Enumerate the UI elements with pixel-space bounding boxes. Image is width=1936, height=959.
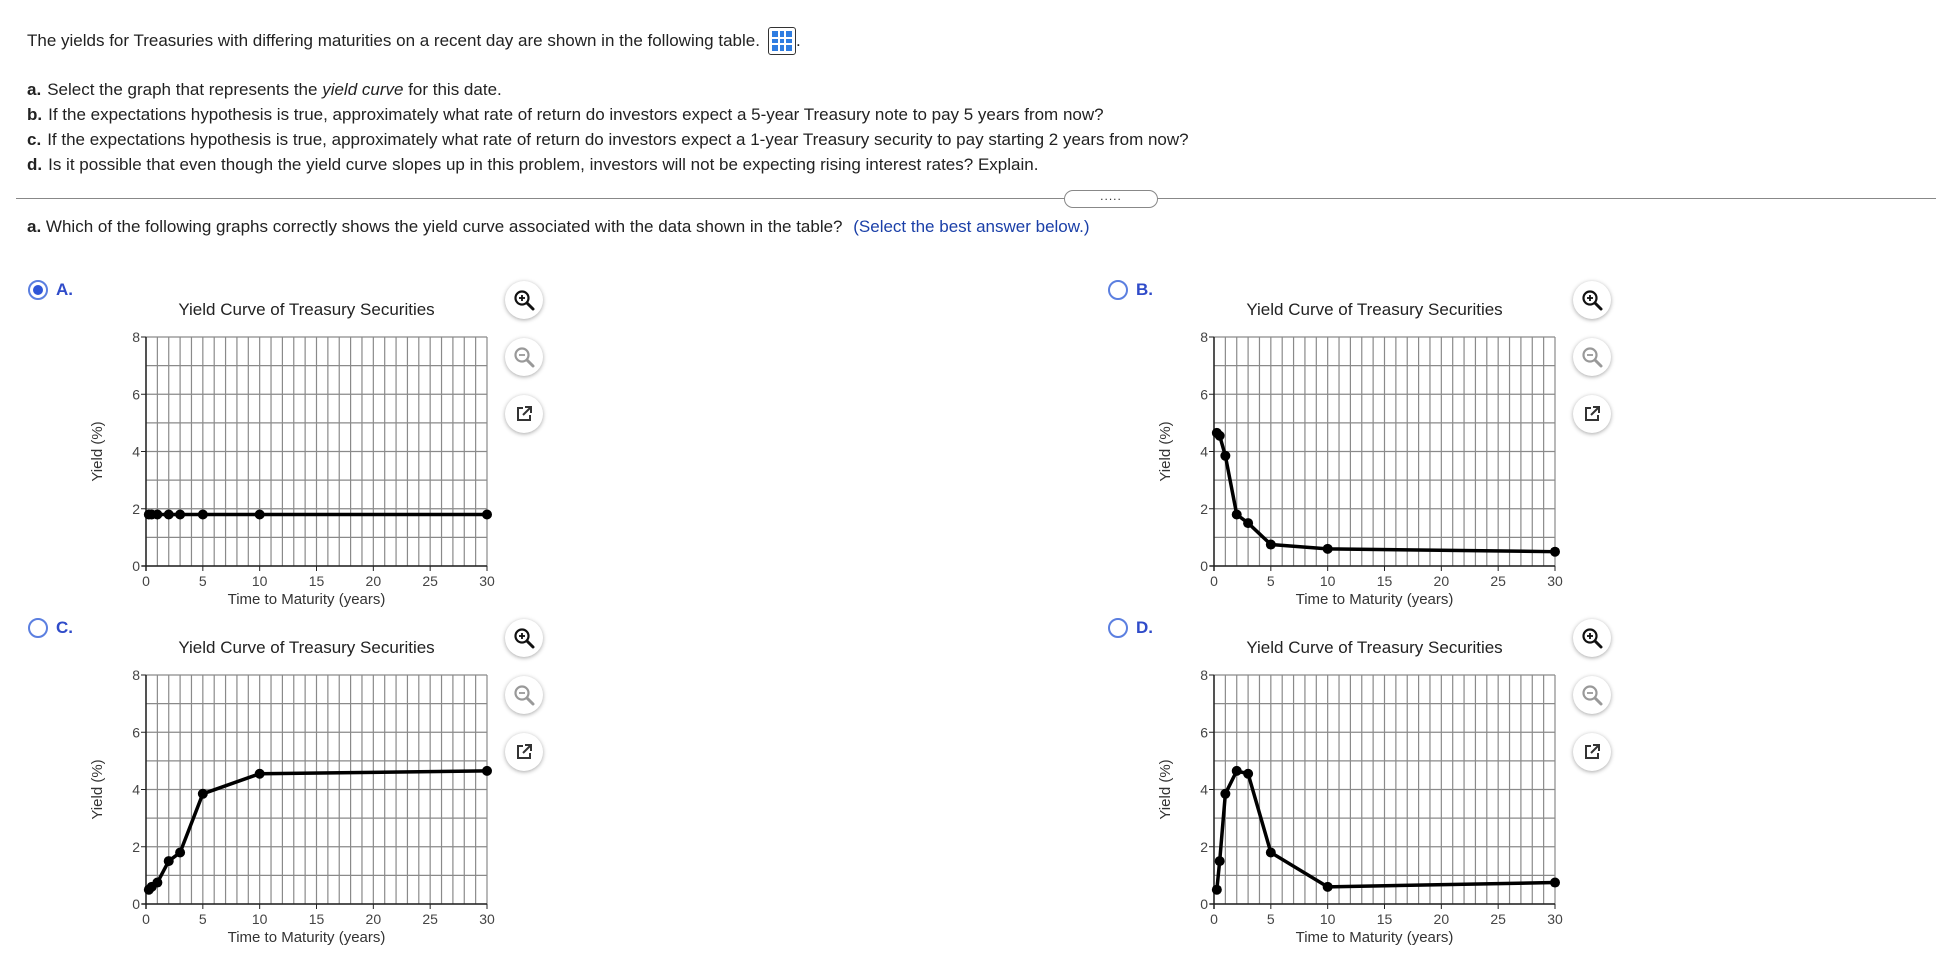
data-point [1243,769,1253,779]
data-point [1550,878,1560,888]
question-c [27,130,1189,150]
x-tick-label: 10 [1319,573,1336,589]
x-axis-label: Time to Maturity (years) [227,591,386,608]
open-in-new-window-button[interactable] [1573,733,1611,771]
data-point [1243,518,1253,528]
y-tick-label: 0 [1200,558,1208,574]
x-tick-label: 20 [1433,911,1450,927]
question-a [27,80,502,100]
zoom-in-button[interactable] [1573,619,1611,657]
zoom-in-icon [1581,289,1603,311]
x-axis-label: Time to Maturity (years) [1295,929,1454,946]
y-tick-label: 6 [1200,386,1208,403]
x-tick-label: 15 [1376,911,1393,927]
data-point [175,509,185,519]
prompt-text: Which of the following graphs correctly shows the yield curve associated with the data shown in the table? [45,217,843,236]
x-tick-label: 30 [1547,911,1563,927]
data-point [1215,431,1225,441]
chart-title: Yield Curve of Treasury Securities [1246,638,1503,657]
data-point [1220,451,1230,461]
x-tick-label: 10 [1319,911,1336,927]
y-tick-label: 8 [1200,667,1208,683]
question-text: Is it possible that even though the yield curve slopes up in this problem, investors will not be expecting rising interest rates? Explain. [48,155,1039,174]
y-tick-label: 0 [132,896,140,912]
y-tick-label: 6 [1200,724,1208,741]
data-point [175,847,185,857]
x-tick-label: 10 [251,911,268,927]
data-point [164,509,174,519]
y-tick-label: 6 [132,724,140,741]
data-point [255,769,265,779]
radio-button[interactable] [1108,618,1128,638]
y-tick-label: 8 [1200,329,1208,345]
question-italic: yield curve [322,80,404,99]
y-tick-label: 0 [132,558,140,574]
radio-button[interactable] [28,280,48,300]
x-tick-label: 25 [1490,573,1506,589]
data-point [255,509,265,519]
data-point [1550,547,1560,557]
y-tick-label: 2 [132,500,140,517]
data-point [1215,856,1225,866]
y-tick-label: 8 [132,667,140,683]
question-b [27,105,1104,125]
x-tick-label: 5 [198,573,207,589]
x-tick-label: 15 [308,911,325,927]
chart-title: Yield Curve of Treasury Securities [178,300,435,319]
yield-curve-chart-C [66,628,495,946]
x-tick-label: 5 [1266,573,1275,589]
open-in-new-window-button[interactable] [505,395,543,433]
zoom-in-icon [513,289,535,311]
data-point [1266,847,1276,857]
x-tick-label: 20 [365,911,382,927]
x-tick-label: 30 [479,911,495,927]
question-letter: b. [27,105,43,124]
data-point [164,856,174,866]
data-point [482,766,492,776]
x-tick-label: 5 [1266,911,1275,927]
table-icon[interactable] [768,27,796,55]
zoom-out-button[interactable] [505,338,543,376]
yield-curve-line [1217,433,1555,552]
y-axis-label: Yield (%) [89,421,106,482]
data-point [1266,540,1276,550]
open-in-new-window-button[interactable] [505,733,543,771]
question-d [27,155,1038,175]
chart-title: Yield Curve of Treasury Securities [178,638,435,657]
zoom-out-icon [513,684,535,706]
y-tick-label: 6 [132,386,140,403]
x-tick-label: 25 [422,911,438,927]
data-point [198,789,208,799]
y-tick-label: 0 [1200,896,1208,912]
zoom-in-icon [513,627,535,649]
y-tick-label: 4 [1200,443,1208,460]
yield-curve-line [1217,771,1555,890]
x-tick-label: 15 [1376,573,1393,589]
x-tick-label: 0 [1210,573,1218,589]
x-tick-label: 0 [1210,911,1218,927]
y-tick-label: 4 [132,781,140,798]
intro-sentence: The yields for Treasuries with differing maturities on a recent day are shown in the following table. [27,31,760,50]
data-point [152,509,162,519]
x-tick-label: 30 [479,573,495,589]
y-tick-label: 4 [132,443,140,460]
data-point [1323,882,1333,892]
yield-curve-line [149,771,487,890]
y-axis-label: Yield (%) [1157,421,1174,482]
question-letter: c. [27,130,42,149]
x-tick-label: 0 [142,573,150,589]
external-link-icon [514,404,534,424]
data-point [1220,789,1230,799]
data-point [1232,766,1242,776]
data-point [1323,544,1333,554]
y-tick-label: 2 [1200,838,1208,855]
x-tick-label: 15 [308,573,325,589]
option-label: B. [1136,280,1153,299]
y-axis-label: Yield (%) [1157,759,1174,820]
option-label: C. [56,618,73,637]
yield-curve-chart-A [66,290,495,608]
zoom-out-button[interactable] [1573,338,1611,376]
zoom-in-button[interactable] [505,619,543,657]
zoom-in-button[interactable] [505,281,543,319]
external-link-icon [1582,404,1602,424]
question-letter: d. [27,155,43,174]
radio-button[interactable] [28,618,48,638]
prompt [27,217,1089,237]
expand-button[interactable]: ..... [1064,190,1158,208]
intro-text [27,27,801,55]
x-tick-label: 5 [198,911,207,927]
x-tick-label: 20 [365,573,382,589]
zoom-in-icon [1581,627,1603,649]
prompt-hint: (Select the best answer below.) [853,217,1090,236]
x-axis-label: Time to Maturity (years) [1295,591,1454,608]
external-link-icon [514,742,534,762]
question-text: for this date. [403,80,502,99]
y-tick-label: 2 [1200,500,1208,517]
data-point [198,509,208,519]
y-tick-label: 4 [1200,781,1208,798]
zoom-out-button[interactable] [505,676,543,714]
data-point [1232,509,1242,519]
x-tick-label: 25 [1490,911,1506,927]
question-text: Select the graph that represents the [47,80,323,99]
question-text: If the expectations hypothesis is true, approximately what rate of return do investors expect a 1-year Treasury security to pay starting 2 years from now? [47,130,1189,149]
divider [16,198,1936,199]
x-tick-label: 20 [1433,573,1450,589]
zoom-in-button[interactable] [1573,281,1611,319]
intro-period: . [795,31,801,50]
question-letter: a. [27,80,42,99]
data-point [1212,885,1222,895]
open-in-new-window-button[interactable] [1573,395,1611,433]
option-label: D. [1136,618,1153,637]
y-tick-label: 8 [132,329,140,345]
x-tick-label: 30 [1547,573,1563,589]
zoom-out-icon [1581,346,1603,368]
x-tick-label: 25 [422,573,438,589]
yield-curve-chart-B [1134,290,1563,608]
question-text: If the expectations hypothesis is true, approximately what rate of return do investors expect a 5-year Treasury note to pay 5 years from now? [48,105,1104,124]
option-label: A. [56,280,73,299]
yield-curve-chart-D [1134,628,1563,946]
zoom-out-icon [1581,684,1603,706]
prompt-letter: a. [27,217,42,236]
y-axis-label: Yield (%) [89,759,106,820]
data-point [152,878,162,888]
data-point [482,509,492,519]
zoom-out-button[interactable] [1573,676,1611,714]
zoom-out-icon [513,346,535,368]
y-tick-label: 2 [132,838,140,855]
x-tick-label: 10 [251,573,268,589]
radio-button[interactable] [1108,280,1128,300]
x-tick-label: 0 [142,911,150,927]
chart-title: Yield Curve of Treasury Securities [1246,300,1503,319]
external-link-icon [1582,742,1602,762]
x-axis-label: Time to Maturity (years) [227,929,386,946]
